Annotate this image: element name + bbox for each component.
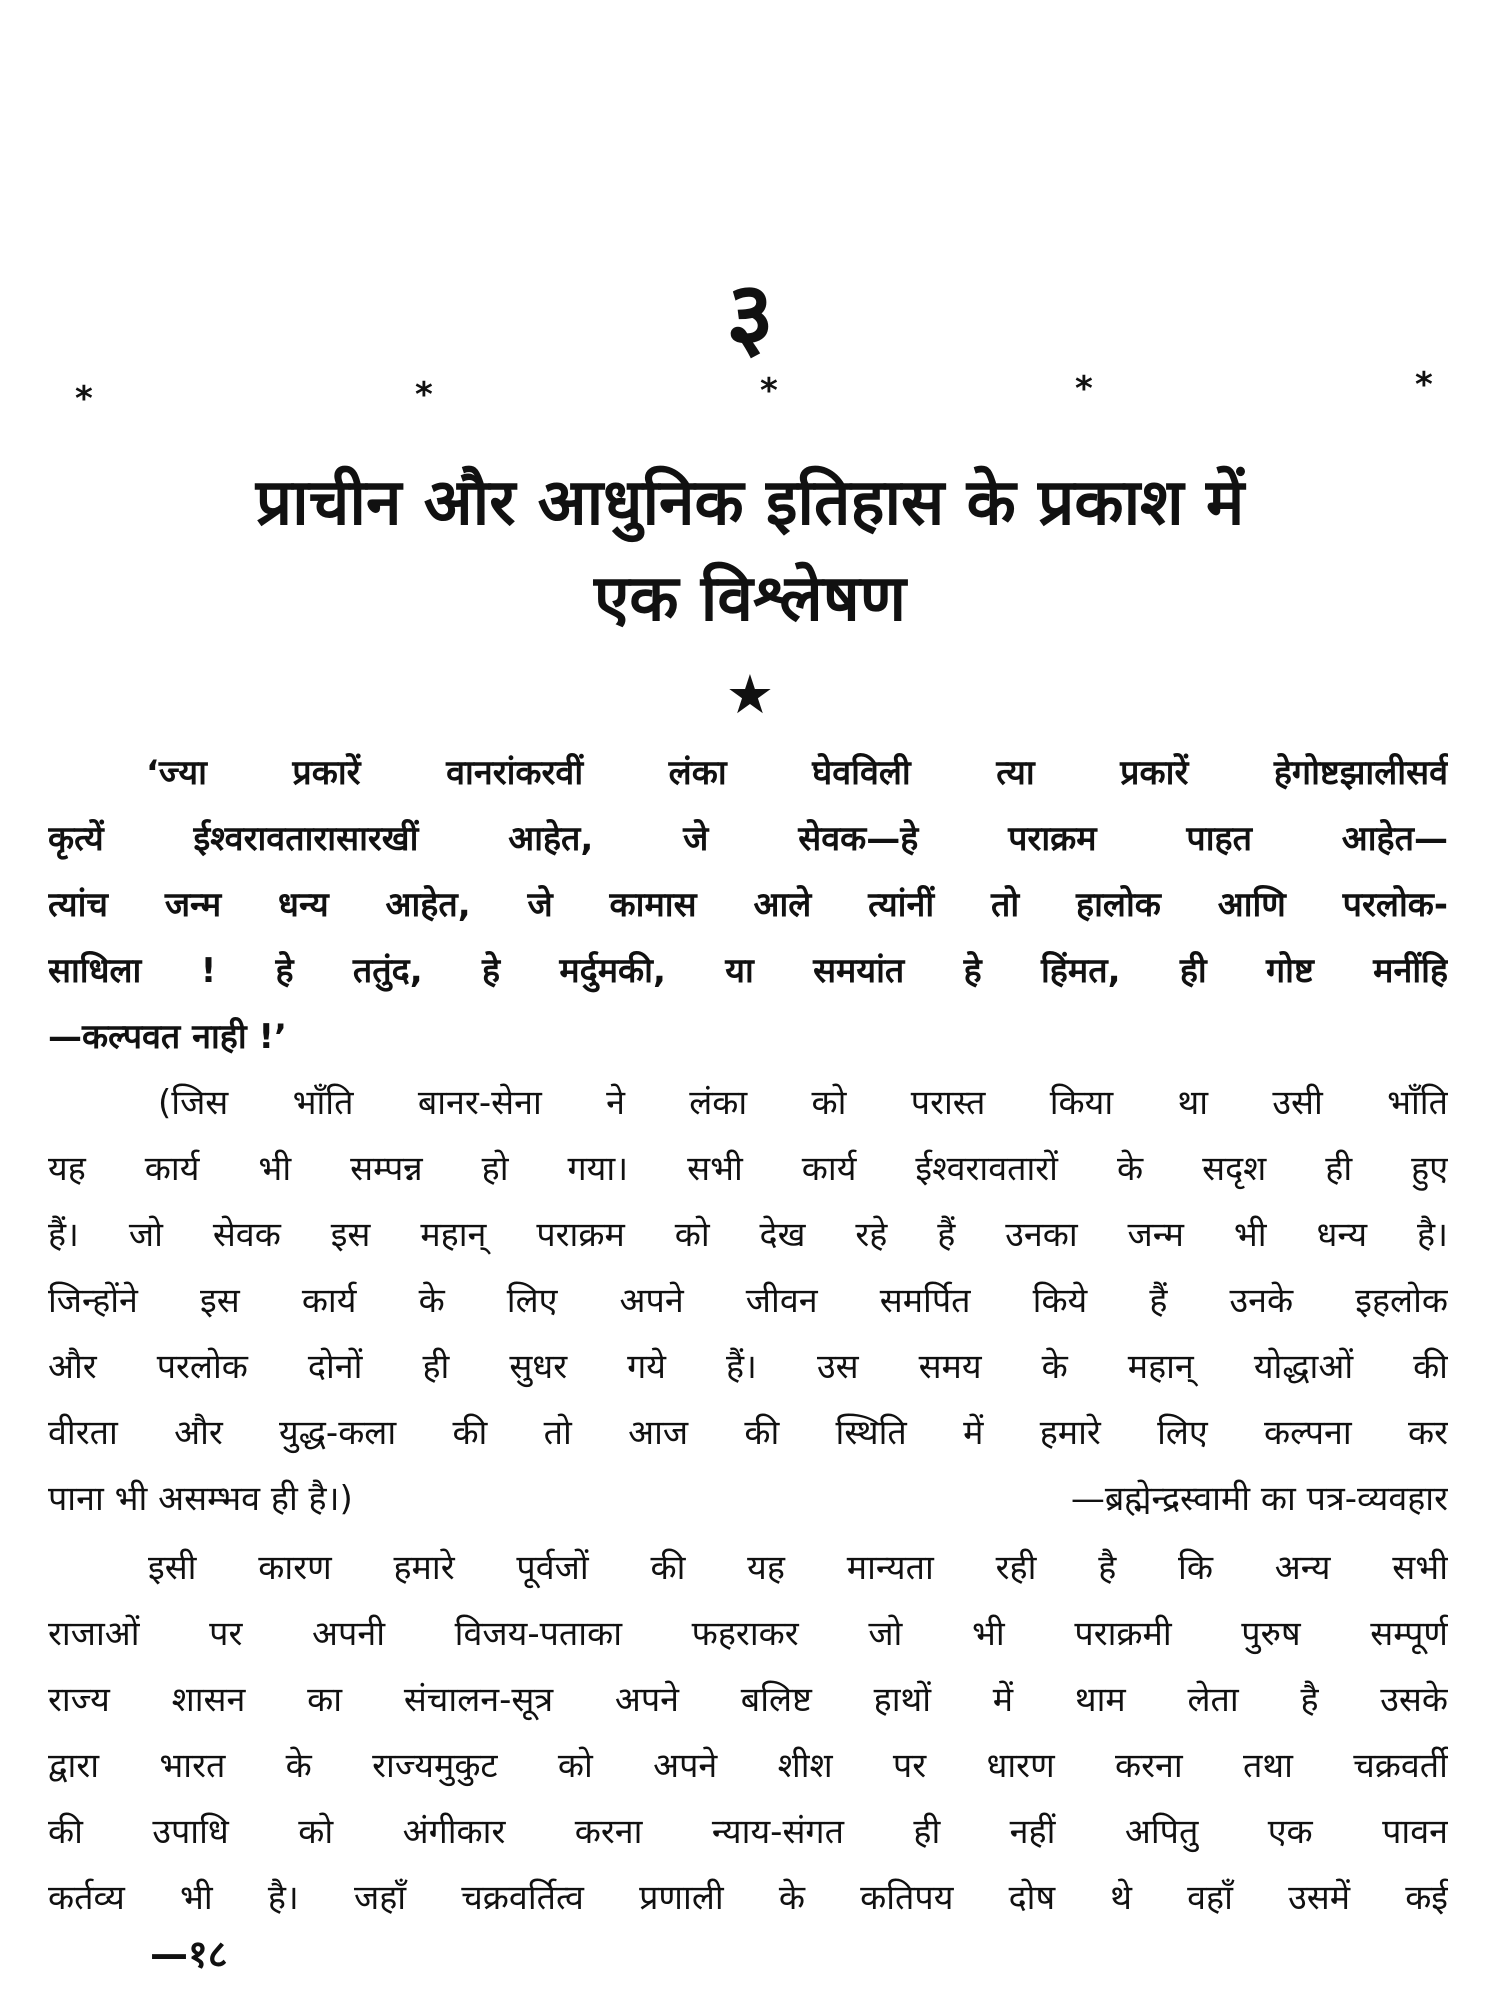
page-number: —१८	[150, 1932, 228, 1976]
chapter-number: ३	[726, 262, 774, 369]
translation-line: (जिस भाँति बानर-सेना ने लंका को परास्त किया था उसी भाँति	[158, 1083, 1448, 1123]
translation-line: जिन्होंने इस कार्य के लिए अपने जीवन समर्पित किये हैं उनके इहलोक	[48, 1281, 1448, 1321]
quote-line: त्यांच जन्म धन्य आहेत, जे कामास आले त्यांनीं तो हालोक आणि परलोक-	[48, 885, 1448, 925]
translation-line-end: पाना भी असम्भव ही है।)	[48, 1479, 353, 1519]
paragraph-line: कर्तव्य भी है। जहाँ चक्रवर्तित्व प्रणाली के कतिपय दोष थे वहाँ उसमें कई	[48, 1878, 1448, 1918]
chapter-title-line-2: एक विश्लेषण	[593, 562, 906, 636]
hindi-translation	[48, 1070, 1448, 1532]
translation-last-line	[48, 1466, 1448, 1532]
paragraph-line: राजाओं पर अपनी विजय-पताका फहराकर जो भी पराक्रमी पुरुष सम्पूर्ण	[48, 1614, 1448, 1654]
translation-line: हैं। जो सेवक इस महान् पराक्रम को देख रहे हैं उनका जन्म भी धन्य है।	[48, 1215, 1448, 1255]
quote-attribution: —ब्रह्मेन्द्रस्वामी का पत्र-व्यवहार	[1070, 1479, 1448, 1519]
star-ornament: *	[75, 379, 93, 419]
chapter-title-line-1: प्राचीन और आधुनिक इतिहास के प्रकाश में	[255, 466, 1245, 540]
decorative-star-row	[0, 365, 1500, 422]
translation-line: और परलोक दोनों ही सुधर गये हैं। उस समय के महान् योद्धाओं की	[48, 1347, 1448, 1387]
star-ornament: *	[1415, 365, 1433, 405]
star-ornament: *	[760, 371, 778, 411]
quote-line: कृत्यें ईश्वरावतारासारखीं आहेत, जे सेवक—हे पराक्रम पाहत आहेत—	[48, 819, 1448, 859]
quote-line: —कल्पवत नाही !’	[48, 1017, 287, 1057]
translation-line: यह कार्य भी सम्पन्न हो गया। सभी कार्य ईश्वरावतारों के सदृश ही हुए	[48, 1149, 1448, 1189]
paragraph-line: राज्य शासन का संचालन-सूत्र अपने बलिष्ट हाथों में थाम लेता है उसके	[48, 1680, 1448, 1720]
marathi-quote	[48, 740, 1448, 1070]
quote-line: साधिला ! हे ततुंद, हे मर्दुमकी, या समयांत हे हिंमत, ही गोष्ट मनींहि	[48, 951, 1448, 991]
chapter-title	[40, 455, 1460, 647]
paragraph-line: इसी कारण हमारे पूर्वजों की यह मान्यता रही है कि अन्य सभी	[148, 1548, 1448, 1588]
body-paragraph	[48, 1535, 1448, 1931]
quote-line: ‘ज्या प्रकारें वानरांकरवीं लंका घेवविली त्या प्रकारें हेगोष्टझालीसर्व	[146, 753, 1448, 793]
translation-line: वीरता और युद्ध-कला की तो आज की स्थिति में हमारे लिए कल्पना कर	[48, 1413, 1448, 1453]
paragraph-line: की उपाधि को अंगीकार करना न्याय-संगत ही नहीं अपितु एक पावन	[48, 1812, 1448, 1852]
title-separator-star: ★	[725, 663, 775, 726]
star-ornament: *	[1075, 369, 1093, 409]
paragraph-line: द्वारा भारत के राज्यमुकुट को अपने शीश पर धारण करना तथा चक्रवर्ती	[48, 1746, 1448, 1786]
star-ornament: *	[415, 375, 433, 415]
